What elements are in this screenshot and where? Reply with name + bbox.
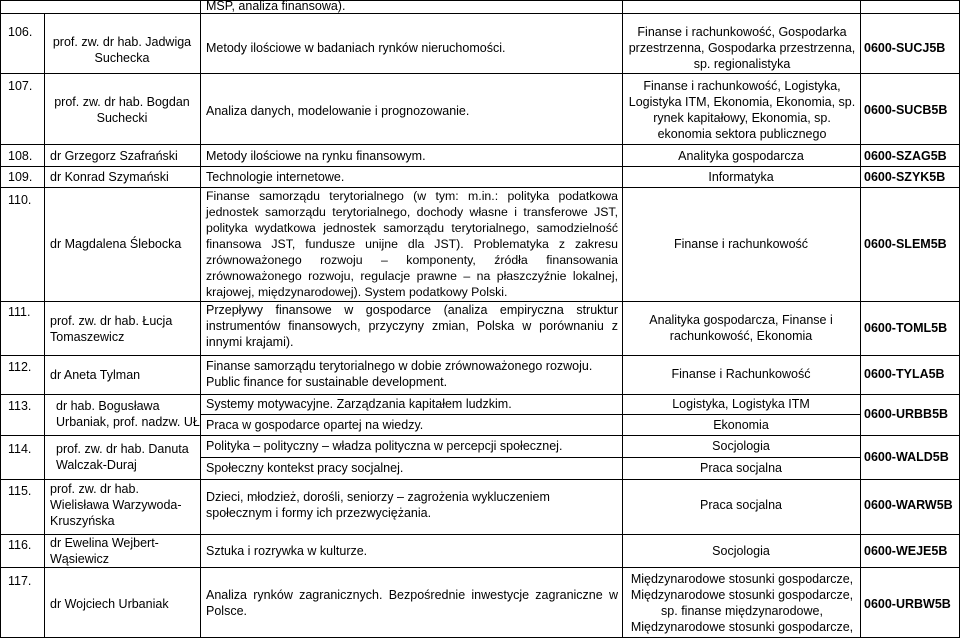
topic-cell: Polityka – polityczny – władza polityczna w percepcji społecznej. xyxy=(206,439,563,453)
field-cell: Finanse i rachunkowość xyxy=(673,237,809,251)
supervisor-cell: dr Grzegorz Szafrański xyxy=(50,149,178,163)
topic-cell: Analiza rynków zagranicznych. Bezpośrednie inwestycje zagraniczne w Polsce. xyxy=(206,588,618,618)
row-number: 106. xyxy=(8,25,33,39)
topic-cell: Sztuka i rozrywka w kulturze. xyxy=(206,544,368,558)
row-number: 109. xyxy=(8,170,33,184)
topic-cell: MSP, analiza finansowa). xyxy=(206,0,346,13)
field-cell: Finanse i rachunkowość, Gospodarka przestrzenna, Gospodarka przestrzenna, sp. regionalistyka xyxy=(628,25,856,71)
topic-cell: Metody ilościowe w badaniach rynków nieruchomości. xyxy=(206,41,506,55)
topic-cell-2: Praca w gospodarce opartej na wiedzy. xyxy=(206,418,424,432)
field-cell: Socjologia xyxy=(712,544,770,558)
code-cell: 0600-WARW5B xyxy=(864,498,953,512)
field-cell: Analityka gospodarcza, Finanse i rachunkowość, Ekonomia xyxy=(649,313,833,343)
field-cell: Międzynarodowe stosunki gospodarcze, Międzynarodowe stosunki gospodarcze, sp. finanse międzynarodowe, Międzynarodowe stosunki gospodarcze, xyxy=(630,572,854,634)
code-cell: 0600-TOML5B xyxy=(864,321,948,335)
row-number: 107. xyxy=(8,79,33,93)
topic-cell: Przepływy finansowe w gospodarce (analiza empiryczna struktur instrumentów finansowych, przyczyny zmian, Polska w porównaniu z innymi krajami). xyxy=(206,303,618,349)
topic-cell: Finanse samorządu terytorialnego w dobie zrównoważonego rozwoju. Public finance for sustainable development. xyxy=(206,359,593,389)
supervisor-cell: dr Aneta Tylman xyxy=(50,368,141,382)
field-cell: Logistyka, Logistyka ITM xyxy=(672,397,810,411)
row-number: 116. xyxy=(8,538,32,552)
field-cell-2: Ekonomia xyxy=(713,418,769,432)
code-cell: 0600-SUCB5B xyxy=(864,103,948,117)
row-number: 110. xyxy=(8,193,32,207)
supervisor-cell: prof. zw. dr hab. Łucja Tomaszewicz xyxy=(50,314,173,344)
code-cell: 0600-WALD5B xyxy=(864,450,949,464)
field-cell: Socjologia xyxy=(712,439,770,453)
code-cell: 0600-SUCJ5B xyxy=(864,41,946,55)
supervisor-cell: dr Wojciech Urbaniak xyxy=(50,597,169,611)
row-number: 113. xyxy=(8,399,32,413)
row-number: 114. xyxy=(8,442,32,456)
supervisor-cell: dr Magdalena Ślebocka xyxy=(50,237,182,251)
row-number: 115. xyxy=(8,484,32,498)
field-cell: Analityka gospodarcza xyxy=(678,149,804,163)
supervisor-cell: prof. zw. dr hab. Wielisława Warzywoda-Kruszyńska xyxy=(50,482,182,528)
topic-cell: Metody ilościowe na rynku finansowym. xyxy=(206,149,426,163)
code-cell: 0600-SLEM5B xyxy=(864,237,947,251)
code-cell: 0600-WEJE5B xyxy=(864,544,948,558)
topic-cell: Dzieci, młodzież, dorośli, seniorzy – zagrożenia wykluczeniem społecznym i formy ich przezwyciężania. xyxy=(206,490,550,520)
topic-cell: Analiza danych, modelowanie i prognozowanie. xyxy=(206,104,470,118)
topic-cell: Finanse samorządu terytorialnego (w tym: m.in.: polityka podatkowa jednostek samorządu terytorialnego, dochody własne i transferowe JST, polityka wydatkowa jednostek samorządu terytorialnego, samodzielność finansowa JST, fundusze unijne dla JST). Problematyka z zakresu zrównoważonego rozwoju – komponenty, źródła finansowania zrównoważonego rozwoju, regulacje prawne – na płaszczyźnie lokalnej, krajowej, międzynarodowej). System podatkowy Polski. xyxy=(206,189,618,299)
row-number: 108. xyxy=(8,149,33,163)
row-number: 111. xyxy=(8,305,31,319)
topic-cell: Systemy motywacyjne. Zarządzania kapitałem ludzkim. xyxy=(206,397,512,411)
supervisor-cell: prof. zw. dr hab. Bogdan Suchecki xyxy=(54,95,190,125)
field-cell: Finanse i rachunkowość, Logistyka, Logistyka ITM, Ekonomia, Ekonomia, sp. rynek kapitałowy, Ekonomia, sp. ekonomia sektora publicznego xyxy=(628,79,856,141)
code-cell: 0600-TYLA5B xyxy=(864,367,945,381)
topic-cell: Technologie internetowe. xyxy=(206,170,345,184)
supervisor-cell: dr hab. Bogusława Urbaniak, prof. nadzw. UŁ xyxy=(56,399,200,429)
code-cell: 0600-SZAG5B xyxy=(864,149,947,163)
row-number: 117. xyxy=(8,574,32,588)
field-cell: Finanse i Rachunkowość xyxy=(671,367,811,381)
supervisor-cell: prof. zw. dr hab. Danuta Walczak-Duraj xyxy=(56,442,189,472)
code-cell: 0600-URBW5B xyxy=(864,597,951,611)
code-cell: 0600-SZYK5B xyxy=(864,170,946,184)
supervisor-cell: prof. zw. dr hab. Jadwiga Suchecka xyxy=(52,35,192,65)
row-number: 112. xyxy=(8,360,32,374)
field-cell-2: Praca socjalna xyxy=(700,461,782,475)
supervisor-cell: dr Konrad Szymański xyxy=(50,170,169,184)
topic-cell-2: Społeczny kontekst pracy socjalnej. xyxy=(206,461,404,475)
field-cell: Informatyka xyxy=(708,170,774,184)
supervisor-cell: dr Ewelina Wejbert-Wąsiewicz xyxy=(50,536,159,566)
code-cell: 0600-URBB5B xyxy=(864,407,949,421)
field-cell: Praca socjalna xyxy=(700,498,782,512)
